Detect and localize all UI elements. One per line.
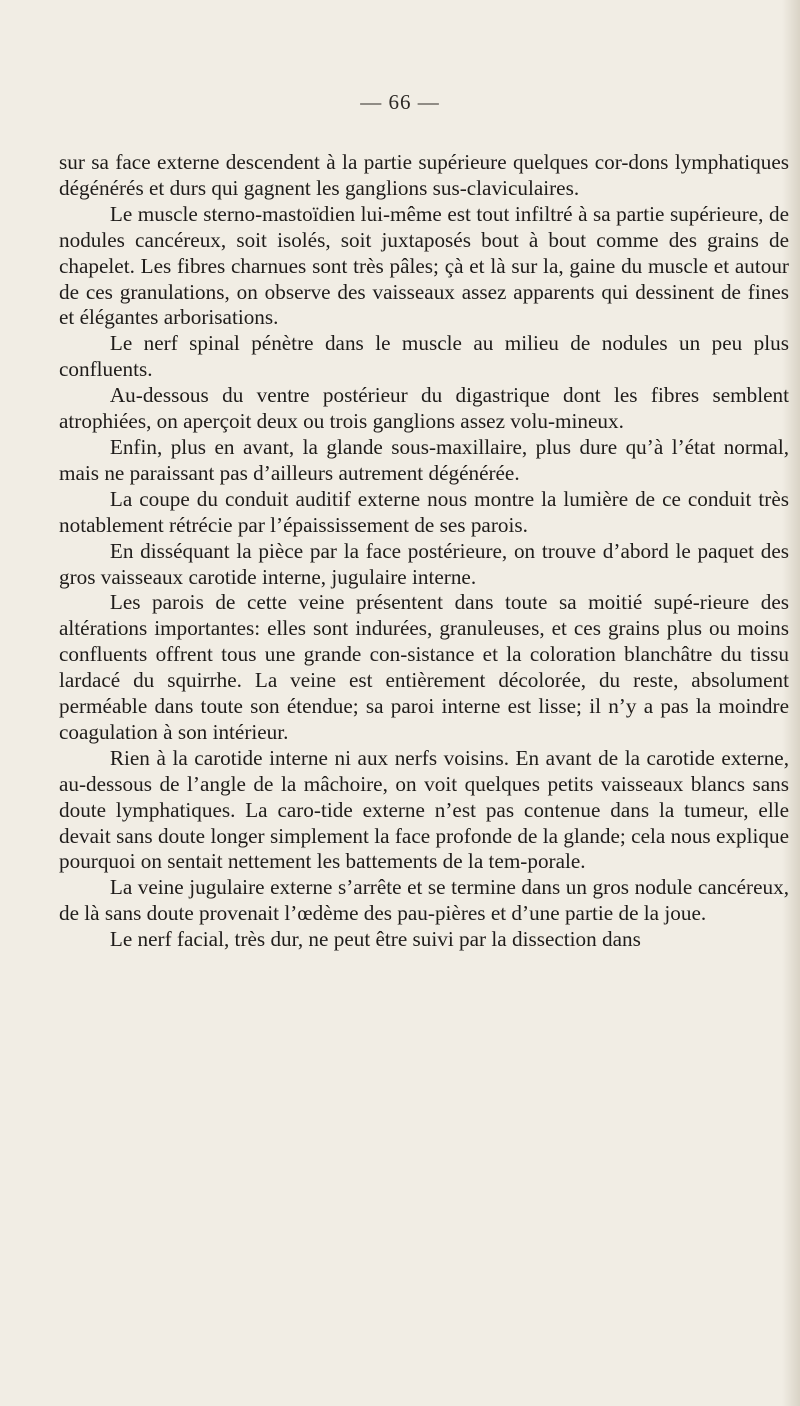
paragraph: Les parois de cette veine présentent dans toute sa moitié supé-rieure des altérations importantes: elles sont indurées, granuleuses, et ces grains plus ou moins confluents offrent tous une grande con-sistance et la coloration blanchâtre du tissu lardacé du squirrhe. La veine est entièrement décolorée, du reste, absolument perméable dans toute son étendue; sa paroi interne est lisse; il n’y a pas la moindre coagulation à son intérieur. — [59, 590, 789, 744]
paragraph: La coupe du conduit auditif externe nous montre la lumière de ce conduit très notablement rétrécie par l’épaississement de ses parois. — [59, 486, 789, 537]
paragraph: sur sa face externe descendent à la partie supérieure quelques cor-dons lymphatiques dégénérés et durs qui gagnent les ganglions sus-claviculaires. — [59, 150, 789, 200]
paragraph: Au-dessous du ventre postérieur du digastrique dont les fibres semblent atrophiées, on aperçoit deux ou trois ganglions assez volu-mineux. — [59, 383, 789, 434]
paragraph: Enfin, plus en avant, la glande sous-maxillaire, plus dure qu’à l’état normal, mais ne paraissant pas d’ailleurs autrement dégénérée. — [59, 434, 789, 485]
paragraph: Le nerf spinal pénètre dans le muscle au milieu de nodules un peu plus confluents. — [59, 331, 789, 382]
paragraph: La veine jugulaire externe s’arrête et se termine dans un gros nodule cancéreux, de là sans doute provenait l’œdème des pau-pières et d’une partie de la joue. — [59, 875, 789, 926]
body-text — [59, 150, 789, 953]
paragraph: Rien à la carotide interne ni aux nerfs voisins. En avant de la carotide externe, au-dessous de l’angle de la mâchoire, on voit quelques petits vaisseaux blancs sans doute lymphatiques. La caro-tide externe n’est pas contenue dans la tumeur, elle devait sans doute longer simplement la face profonde de la glande; cela nous explique pourquoi on sentait nettement les battements de la tem-porale. — [59, 745, 789, 874]
page-number: — 66 — — [360, 90, 440, 114]
paragraph: Le muscle sterno-mastoïdien lui-même est tout infiltré à sa partie supérieure, de nodules cancéreux, soit isolés, soit juxtaposés bout à bout comme des grains de chapelet. Les fibres charnues sont très pâles; çà et là sur la, gaine du muscle et autour de ces granulations, on observe des vaisseaux assez apparents qui dessinent de fines et élégantes arborisations. — [59, 201, 789, 330]
paragraph: En disséquant la pièce par la face postérieure, on trouve d’abord le paquet des gros vaisseaux carotide interne, jugulaire interne. — [59, 538, 789, 589]
paragraph: Le nerf facial, très dur, ne peut être suivi par la dissection dans — [109, 927, 641, 952]
